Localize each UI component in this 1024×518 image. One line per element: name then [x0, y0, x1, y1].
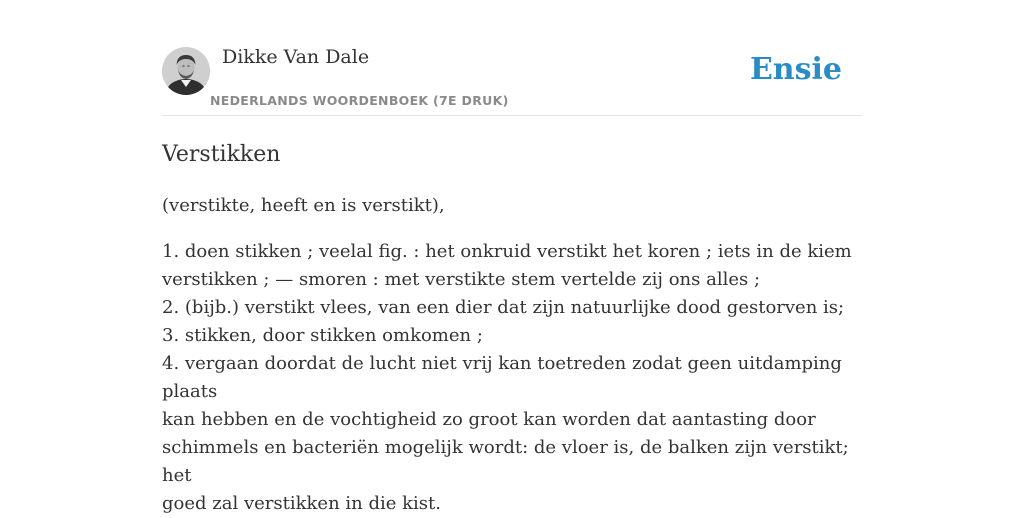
definition-line: 2. (bijb.) verstikt vlees, van een dier dat zijn natuurlijke dood gestorven is;	[162, 297, 845, 318]
entry-title: Verstikken	[162, 142, 281, 167]
definition-line: goed zal verstikken in die kist.	[162, 493, 441, 514]
author-avatar[interactable]	[162, 47, 210, 95]
entry-card	[162, 40, 862, 518]
definition-line: kan hebben en de vochtigheid zo groot kan worden dat aantasting door	[162, 409, 816, 430]
dictionary-source: NEDERLANDS WOORDENBOEK (7E DRUK)	[210, 93, 509, 108]
entry-header	[162, 40, 862, 116]
definition-line: 4. vergaan doordat de lucht niet vrij kan toetreden zodat geen uitdamping plaats	[162, 353, 842, 402]
author-name[interactable]: Dikke Van Dale	[222, 46, 370, 68]
definition-line: 1. doen stikken ; veelal fig. : het onkruid verstikt het koren ; iets in de kiem	[162, 241, 852, 262]
definition-line: schimmels en bacteriën mogelijk wordt: de vloer is, de balken zijn verstikt; het	[162, 437, 849, 486]
portrait-icon	[162, 47, 210, 95]
ensie-logo-link[interactable]: Ensie	[749, 52, 842, 87]
grammar-info: (verstikte, heeft en is verstikt),	[162, 195, 445, 216]
definition-text	[162, 238, 862, 518]
definition-line: 3. stikken, door stikken omkomen ;	[162, 325, 483, 346]
definition-line: verstikken ; — smoren : met verstikte stem vertelde zij ons alles ;	[162, 269, 761, 290]
